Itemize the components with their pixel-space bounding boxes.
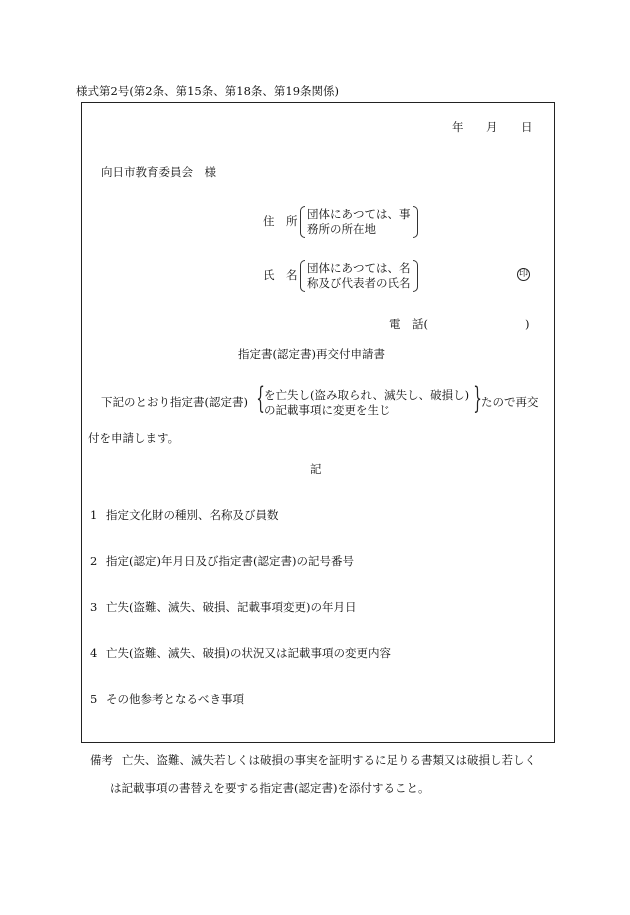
name-note-line1: 団体にあつては、名 (307, 261, 411, 275)
item-number: 3 (90, 600, 98, 614)
body-option-2: の記載事項に変更を生じ (264, 403, 391, 417)
body-lead: 下記のとおり指定書(認定書) (101, 395, 248, 409)
address-bracket-right (413, 206, 418, 238)
document-title: 指定書(認定書)再交付申請書 (238, 347, 385, 361)
body-line-2: 付を申請します。 (88, 431, 180, 445)
item-text: 指定(認定)年月日及び指定書(認定書)の記号番号 (106, 554, 354, 568)
address-bracket-left (300, 206, 305, 238)
item-number: 2 (90, 554, 98, 568)
remarks-line-1: 亡失、盗難、滅失若しくは破損の事実を証明するに足りる書類又は破損し若しく (122, 753, 536, 767)
address-label: 住 所 (263, 214, 298, 228)
seal-mark: 印 (518, 269, 528, 279)
address-note-line2: 務所の所在地 (307, 222, 376, 236)
item-text: その他参考となるべき事項 (106, 692, 244, 706)
body-tail: たので再交 (481, 395, 539, 409)
name-bracket-left (300, 260, 305, 292)
item-text: 亡失(盗難、滅失、破損)の状況又は記載事項の変更内容 (106, 646, 391, 660)
remarks-line-2: は記載事項の書替えを要する指定書(認定書)を添付すること。 (110, 781, 430, 795)
remarks-label: 備考 (90, 753, 113, 767)
body-brace-left: { (256, 381, 265, 416)
phone-label: 電 話( (389, 317, 428, 331)
item-number: 5 (90, 692, 98, 706)
name-note-line2: 称及び代表者の氏名 (307, 276, 411, 290)
addressee: 向日市教育委員会 様 (101, 165, 216, 179)
name-label: 氏 名 (263, 268, 298, 282)
item-number: 1 (90, 508, 98, 522)
body-brace-right: } (473, 381, 482, 416)
ki-heading: 記 (310, 462, 322, 476)
date-month-label: 月 (486, 120, 498, 134)
item-text: 指定文化財の種別、名称及び員数 (106, 508, 279, 522)
name-bracket-right (413, 260, 418, 292)
phone-close-paren: ) (525, 317, 530, 331)
item-number: 4 (90, 646, 98, 660)
item-text: 亡失(盗難、滅失、破損、記載事項変更)の年月日 (106, 600, 357, 614)
form-number-label: 様式第2号(第2条、第15条、第18条、第19条関係) (76, 84, 340, 98)
body-option-1: を亡失し(盗み取られ、滅失し、破損し) (264, 388, 470, 402)
date-year-label: 年 (452, 120, 464, 134)
address-note-line1: 団体にあつては、事 (307, 207, 411, 221)
date-day-label: 日 (521, 120, 533, 134)
